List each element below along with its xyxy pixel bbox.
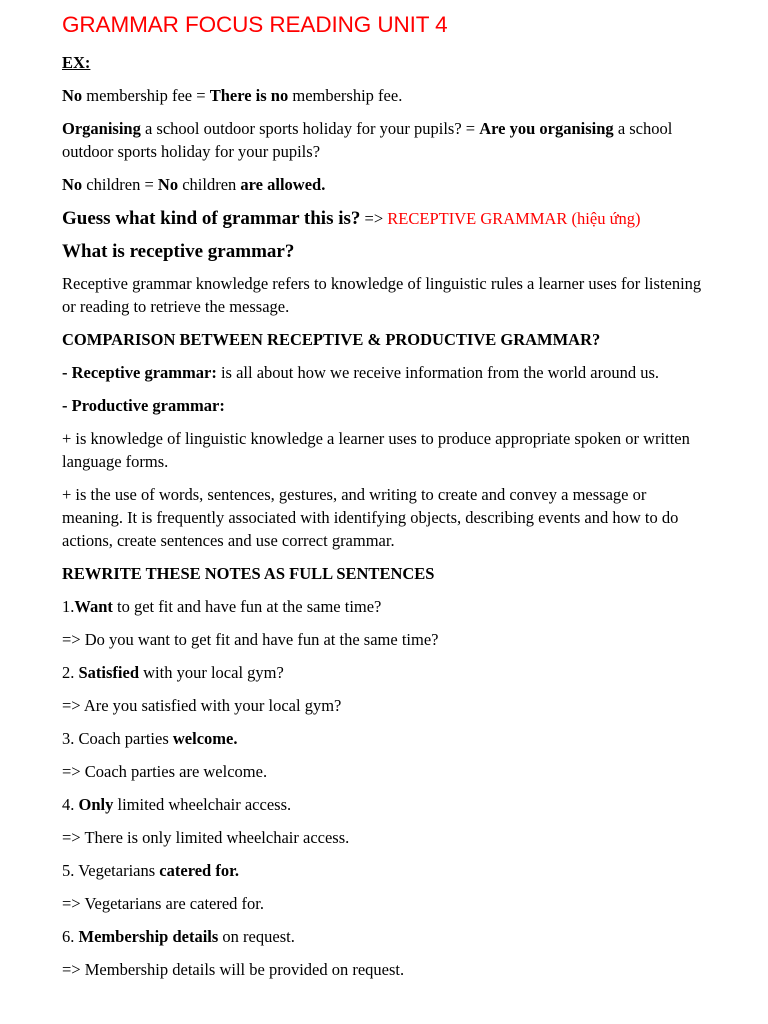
guess-answer: RECEPTIVE GRAMMAR (hiệu ứng) xyxy=(387,209,641,228)
rewrite-item-6-bold: Membership details xyxy=(78,927,219,946)
rewrite-item-2 xyxy=(62,661,706,684)
rewrite-item-6-post: on request. xyxy=(218,927,295,946)
rewrite-item-3-pre: 3. Coach parties xyxy=(62,729,173,748)
what-is-heading: What is receptive grammar? xyxy=(62,241,295,262)
example-1 xyxy=(62,84,706,107)
guess-arrow: => xyxy=(360,209,388,228)
example-1-bold-1: No xyxy=(62,86,83,105)
rewrite-item-1-bold: Want xyxy=(74,597,113,616)
rewrite-item-1-pre: 1. xyxy=(62,597,75,616)
rewrite-item-2-bold: Satisfied xyxy=(78,663,140,682)
example-2-text-1: a school outdoor sports holiday for your pupils? = xyxy=(140,119,480,138)
rewrite-answer-5: => Vegetarians are catered for. xyxy=(62,894,264,913)
rewrite-heading: REWRITE THESE NOTES AS FULL SENTENCES xyxy=(62,564,435,583)
rewrite-answer-4: => There is only limited wheelchair access. xyxy=(62,828,350,847)
example-3-bold-2: No xyxy=(157,175,179,194)
rewrite-item-4 xyxy=(62,793,706,816)
rewrite-item-1-post: to get fit and have fun at the same time? xyxy=(112,597,382,616)
rewrite-answer-6: => Membership details will be provided on request. xyxy=(62,960,405,979)
guess-question: Guess what kind of grammar this is? xyxy=(62,208,361,229)
rewrite-item-3-bold: welcome. xyxy=(172,729,238,748)
rewrite-answer-1: => Do you want to get fit and have fun at the same time? xyxy=(62,630,439,649)
example-1-text-2: membership fee. xyxy=(288,86,403,105)
rewrite-item-5-bold: catered for. xyxy=(159,861,240,880)
example-3-bold-1: No xyxy=(62,175,83,194)
rewrite-item-2-pre: 2. xyxy=(62,663,79,682)
example-3-bold-3: are allowed. xyxy=(240,175,326,194)
document-title: GRAMMAR FOCUS READING UNIT 4 xyxy=(62,12,448,37)
example-2 xyxy=(62,117,706,163)
receptive-label: - Receptive grammar: xyxy=(62,363,217,382)
example-1-bold-2: There is no xyxy=(209,86,289,105)
rewrite-answer-2: => Are you satisfied with your local gym? xyxy=(62,696,342,715)
rewrite-item-6-pre: 6. xyxy=(62,927,79,946)
ex-label-line xyxy=(62,51,706,74)
ex-label: EX: xyxy=(62,53,91,72)
example-1-text-1: membership fee = xyxy=(82,86,210,105)
example-2-text-2: a school outdoor sports holiday for your pupils? xyxy=(62,119,673,161)
productive-label-line xyxy=(62,394,706,417)
what-is-heading-line xyxy=(62,239,706,264)
rewrite-answer-3: => Coach parties are welcome. xyxy=(62,762,268,781)
rewrite-item-4-bold: Only xyxy=(78,795,114,814)
productive-point-2: + is the use of words, sentences, gestures, and writing to create and convey a message or meaning. It is frequently associated with identifying objects, describing events and how to do actions, create sentences and use correct grammar. xyxy=(62,485,679,550)
rewrite-item-2-post: with your local gym? xyxy=(139,663,284,682)
comparison-heading: COMPARISON BETWEEN RECEPTIVE & PRODUCTIVE GRAMMAR? xyxy=(62,330,601,349)
rewrite-item-5-pre: 5. Vegetarians xyxy=(62,861,160,880)
rewrite-item-6 xyxy=(62,925,706,948)
productive-point-1: + is knowledge of linguistic knowledge a learner uses to produce appropriate spoken or written language forms. xyxy=(62,429,690,471)
guess-line xyxy=(62,206,706,231)
rewrite-item-5 xyxy=(62,859,706,882)
what-is-body: Receptive grammar knowledge refers to knowledge of linguistic rules a learner uses for listening or reading to retrieve the message. xyxy=(62,274,702,316)
example-2-bold-1: Organising xyxy=(62,119,141,138)
rewrite-item-3 xyxy=(62,727,706,750)
rewrite-item-4-pre: 4. xyxy=(62,795,79,814)
example-2-bold-2: Are you organising xyxy=(479,119,614,138)
rewrite-item-4-post: limited wheelchair access. xyxy=(113,795,292,814)
rewrite-item-1 xyxy=(62,595,706,618)
receptive-line xyxy=(62,361,706,384)
receptive-text: is all about how we receive information from the world around us. xyxy=(216,363,660,382)
example-3 xyxy=(62,173,706,196)
example-3-text-1: children = xyxy=(82,175,158,194)
example-3-text-2: children xyxy=(178,175,241,194)
productive-label: - Productive grammar: xyxy=(62,396,225,415)
